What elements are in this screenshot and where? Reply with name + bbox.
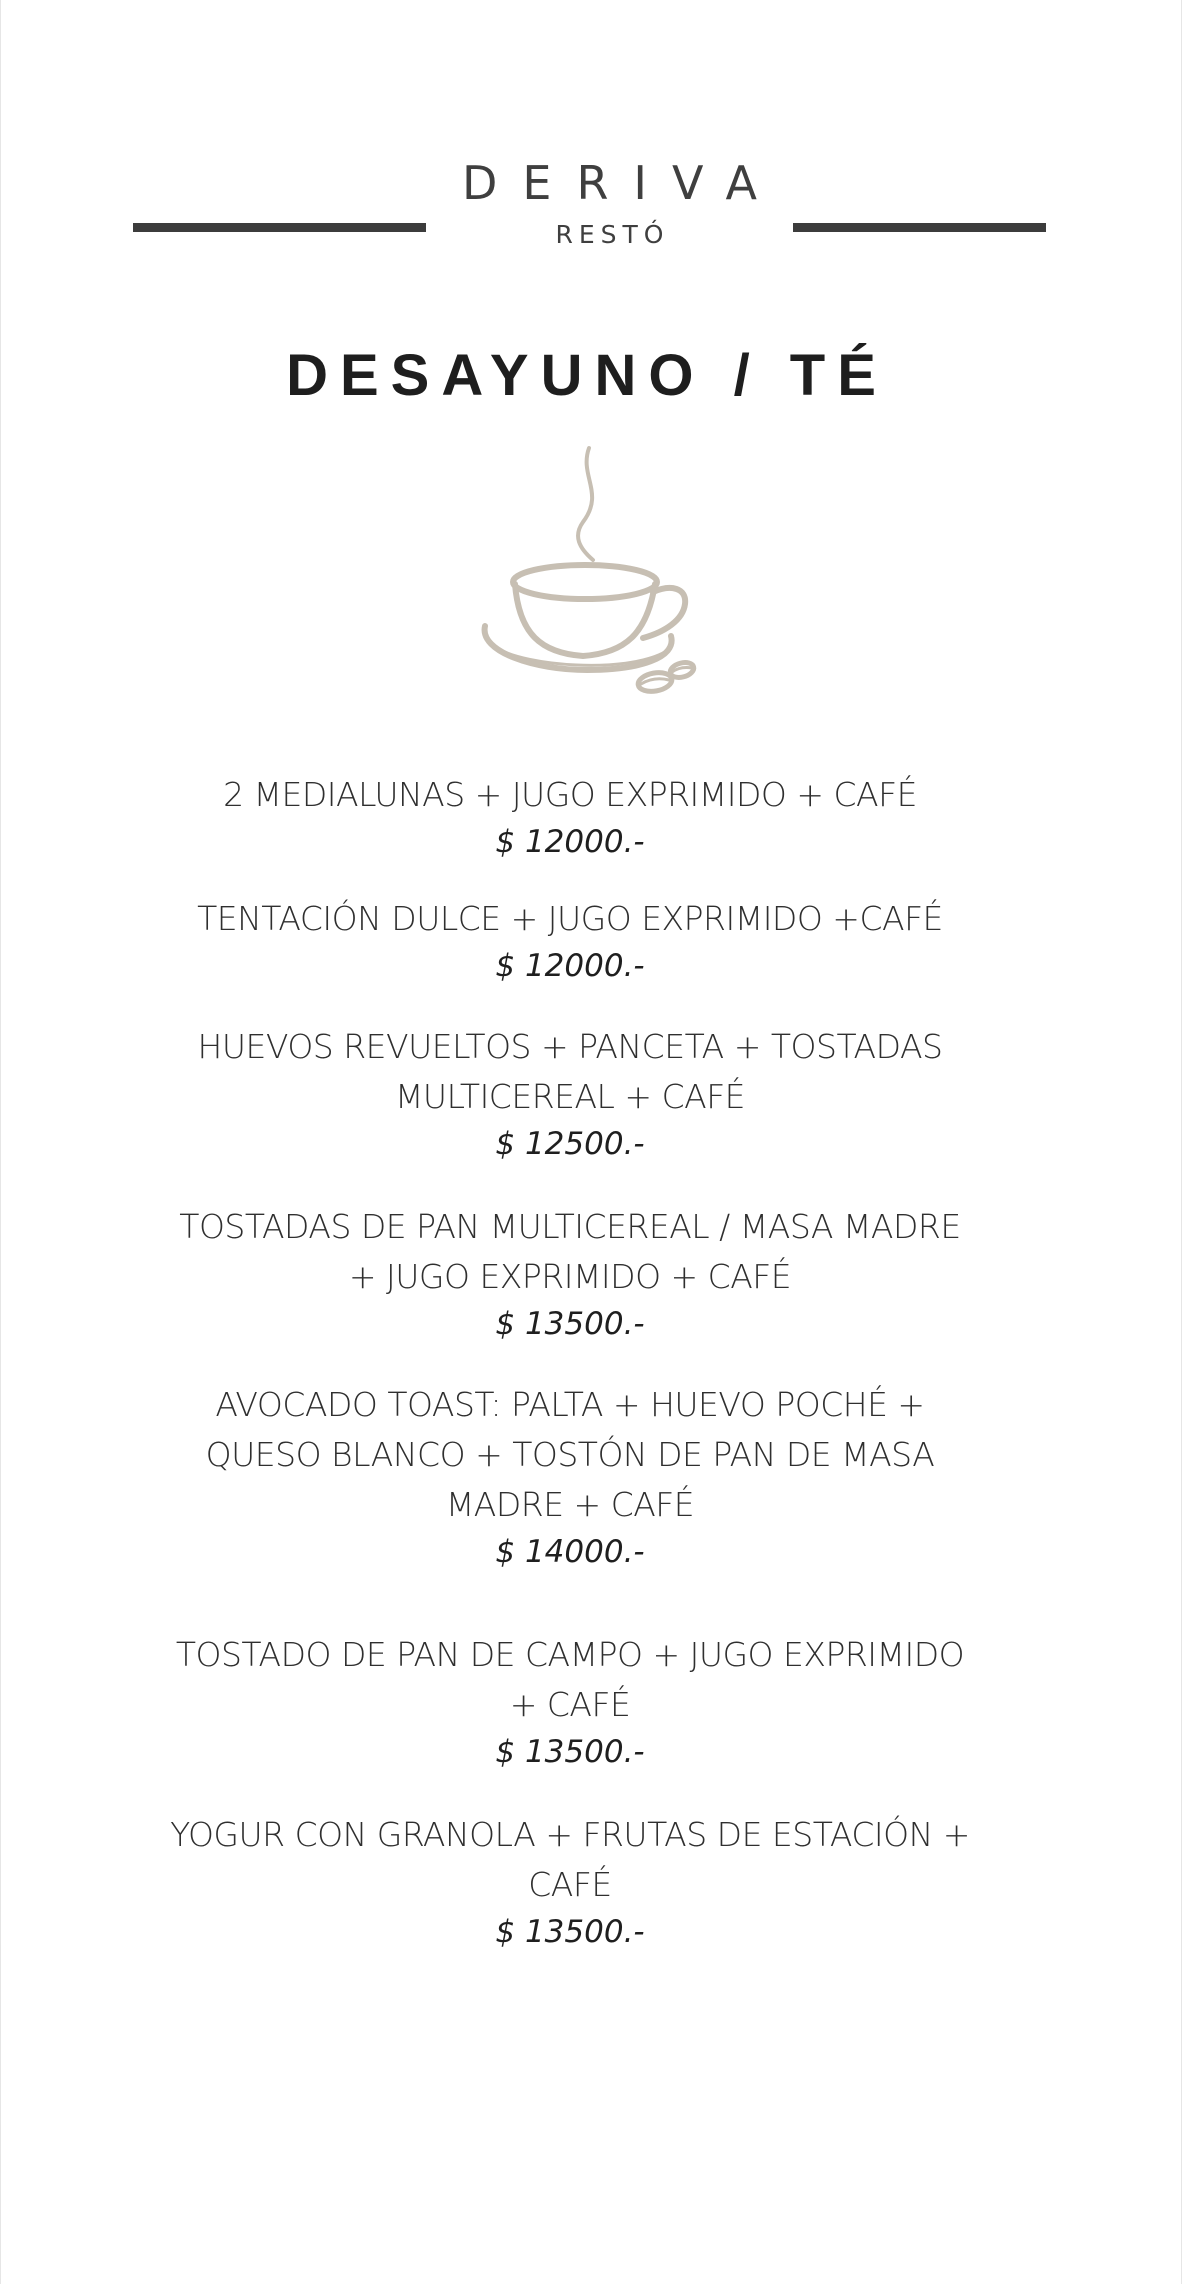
header-rule-right [793, 223, 1046, 232]
menu-item-description: TOSTADAS DE PAN MULTICEREAL / MASA MADRE + JUGO EXPRIMIDO + CAFÉ [179, 1207, 961, 1296]
menu-item [170, 1380, 970, 1574]
brand-logo [426, 150, 793, 250]
menu-item [170, 894, 970, 988]
menu-item [170, 770, 970, 864]
header-rule-left [133, 223, 426, 232]
brand-subtitle: RESTÓ [555, 220, 670, 249]
menu-item [170, 1202, 970, 1346]
menu-item-price: $ 12000.- [495, 824, 645, 860]
menu-item [170, 1810, 970, 1954]
menu-spacer [170, 988, 970, 1022]
brand-header [0, 150, 1182, 260]
menu-item-description: AVOCADO TOAST: PALTA + HUEVO POCHÉ + QUESO BLANCO + TOSTÓN DE PAN DE MASA MADRE + CAFÉ [205, 1385, 935, 1524]
menu-item-description: TENTACIÓN DULCE + JUGO EXPRIMIDO +CAFÉ [197, 899, 943, 938]
menu-item [170, 1630, 970, 1774]
menu-item-price: $ 14000.- [495, 1534, 645, 1570]
menu-spacer [170, 1574, 970, 1630]
menu-item-price: $ 12000.- [495, 948, 645, 984]
menu-item-price: $ 13500.- [495, 1306, 645, 1342]
menu-item-price: $ 13500.- [495, 1914, 645, 1950]
menu-item-description: HUEVOS REVUELTOS + PANCETA + TOSTADAS MULTICEREAL + CAFÉ [197, 1027, 943, 1116]
menu-item-description: TOSTADO DE PAN DE CAMPO + JUGO EXPRIMIDO + CAFÉ [175, 1635, 965, 1724]
breakfast-menu [170, 770, 970, 1954]
menu-item-description: YOGUR CON GRANOLA + FRUTAS DE ESTACIÓN + CAFÉ [170, 1815, 970, 1904]
brand-name: DERIVA [461, 156, 782, 210]
menu-spacer [170, 1166, 970, 1202]
menu-spacer [170, 864, 970, 894]
menu-item [170, 1022, 970, 1166]
menu-spacer [170, 1346, 970, 1380]
menu-item-price: $ 13500.- [495, 1734, 645, 1770]
menu-item-description: 2 MEDIALUNAS + JUGO EXPRIMIDO + CAFÉ [223, 775, 917, 814]
coffee-cup-icon [475, 438, 705, 703]
menu-spacer [170, 1774, 970, 1810]
section-title: DESAYUNO / TÉ [286, 342, 888, 408]
menu-item-price: $ 12500.- [495, 1126, 645, 1162]
